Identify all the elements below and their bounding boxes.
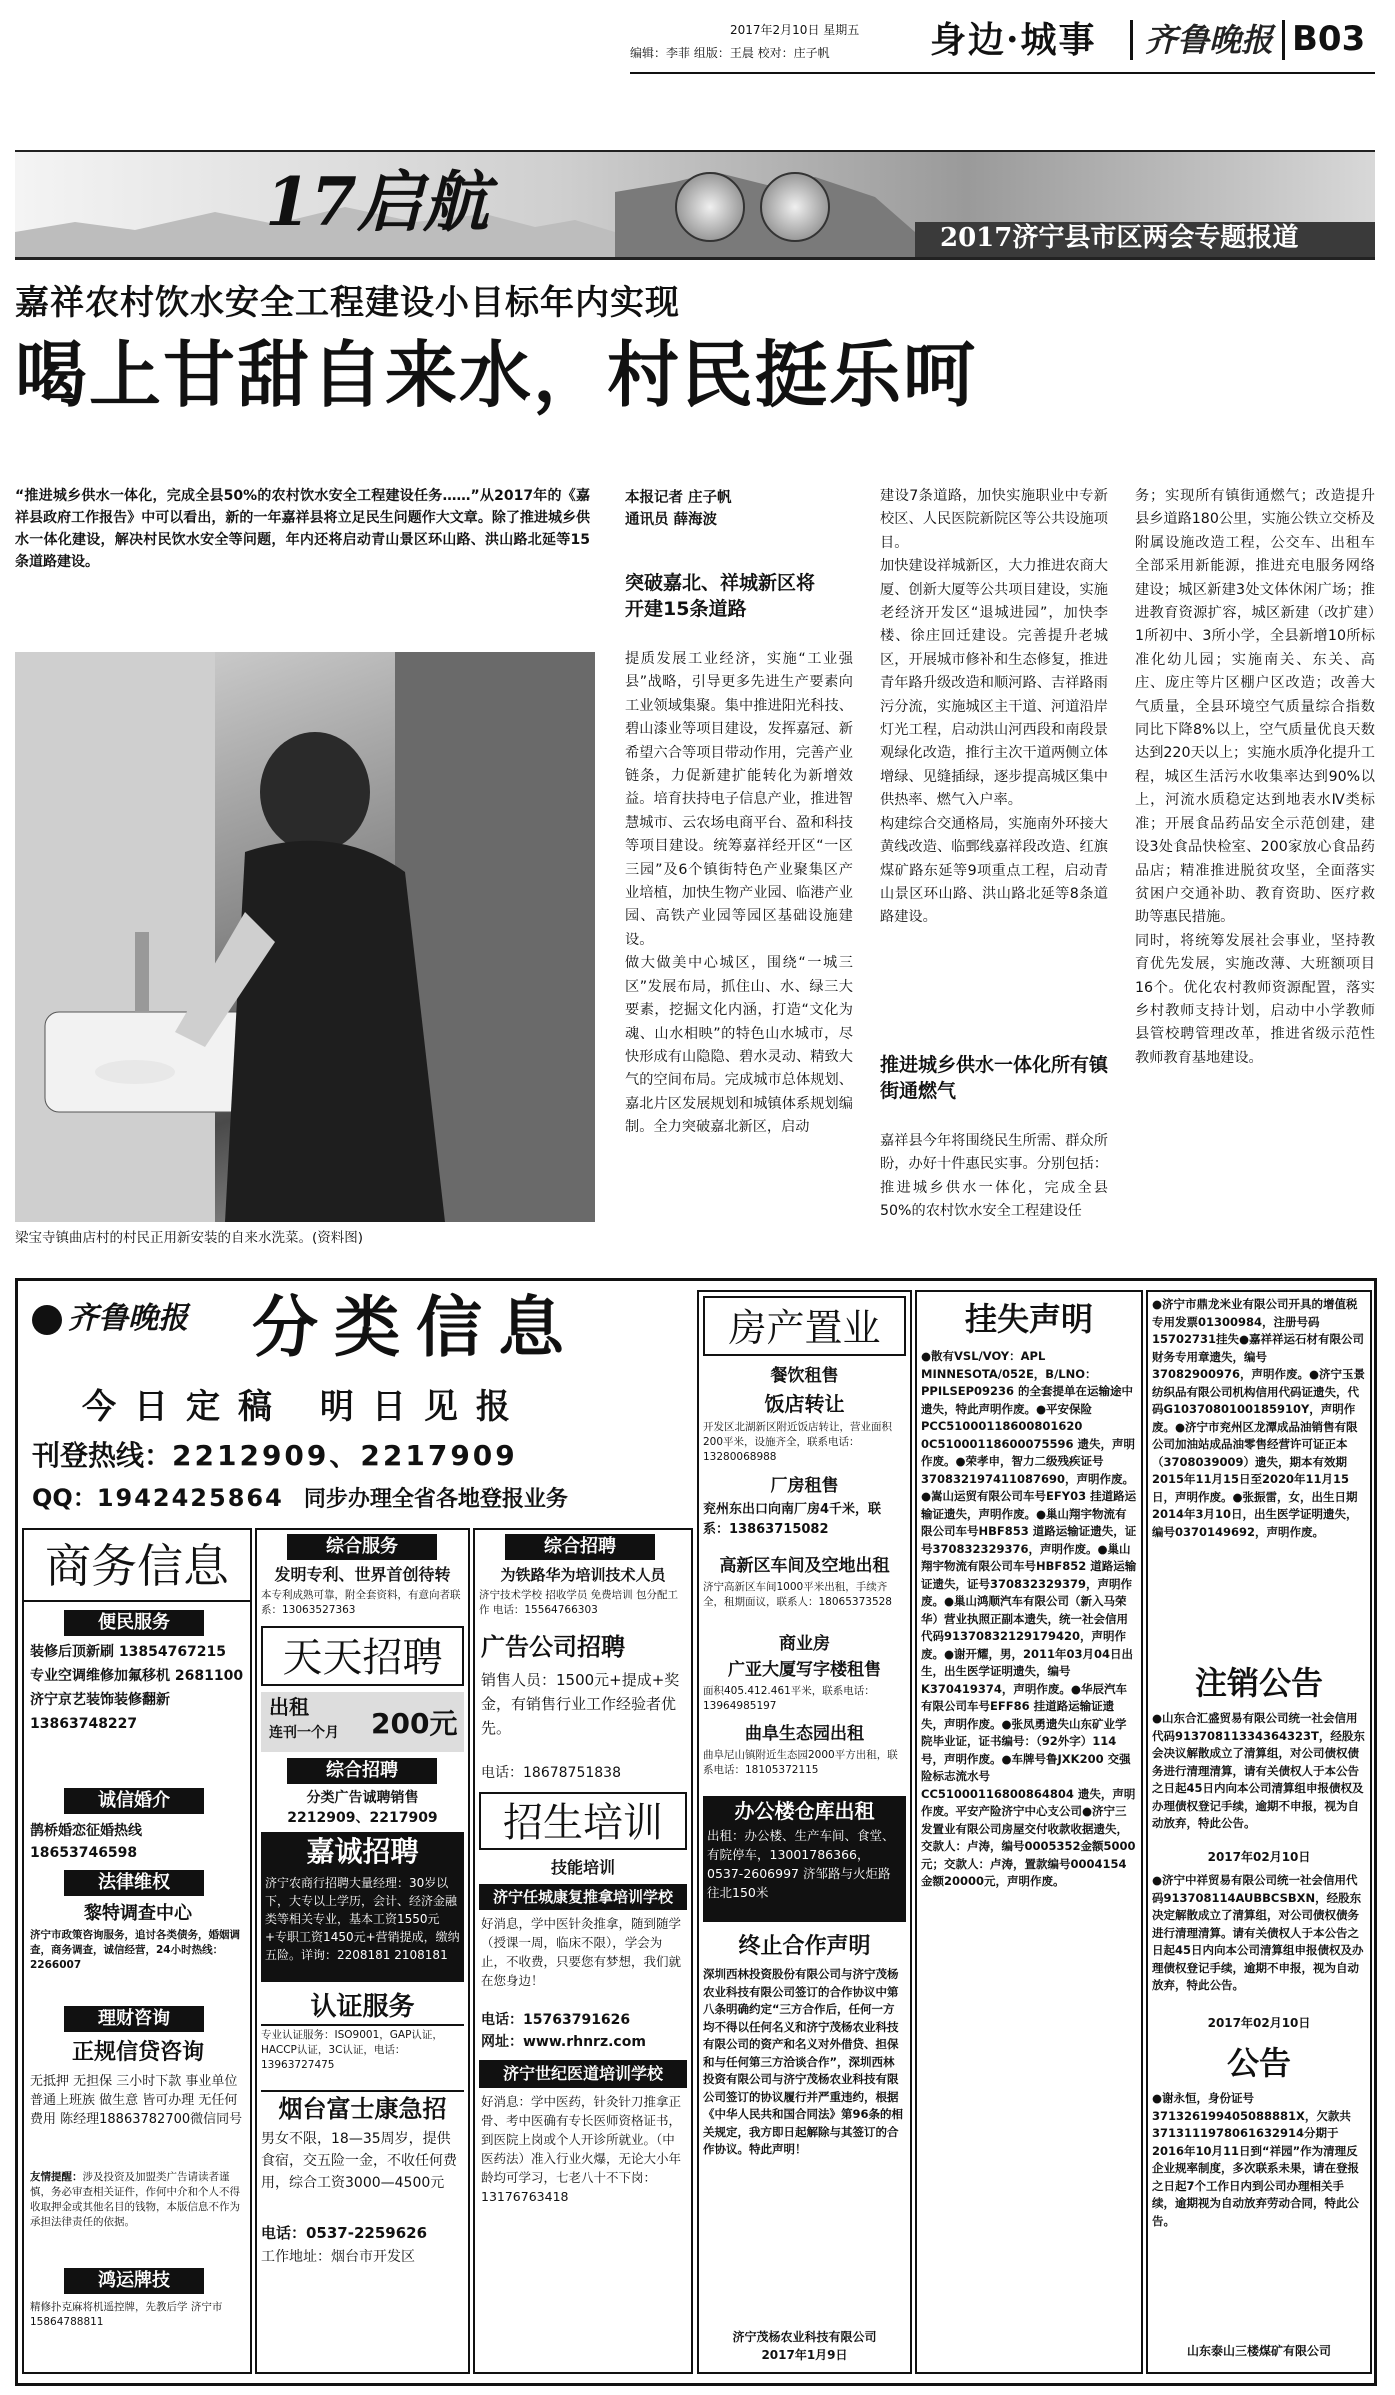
terminate-sign: 济宁茂杨农业科技有限公司	[732, 2330, 877, 2344]
emblem-icon	[675, 172, 745, 242]
convenience-item: 济宁京艺装饰装修翻新 13863748227	[30, 1692, 170, 1732]
school1-title: 济宁任城康复推拿培训学校	[479, 1884, 687, 1910]
plaza-box: 广亚大厦写字楼租售	[728, 1660, 881, 1680]
yantai-address: 工作地址：烟台市开发区	[261, 2249, 415, 2265]
school2-text: 好消息：学中医药，针灸针刀推拿正骨、考中医确有专长医师资格证书，到医院上岗或个人开诊所就业。（中医药法）准入行业火爆，无论大小年龄均可学习，七老八十不下岗：13176763418	[481, 2094, 682, 2204]
notice-sign: 山东泰山三楼煤矿有限公司	[1186, 2344, 1331, 2358]
commerce-title: 商务信息	[24, 1530, 250, 1602]
legal-title: 法律维权	[64, 1870, 204, 1896]
plaza-text: 面积405.412.461平米，联系电话：13964985197	[703, 1685, 875, 1712]
page-number: B03	[1292, 19, 1366, 59]
byline-reporter: 本报记者 庄子帆	[625, 490, 732, 506]
qq-number: 1942425864	[96, 1484, 284, 1512]
service-title: 综合服务	[287, 1534, 437, 1560]
column-3-text: 建设7条道路，加快实施职业中专新校区、人民医院新院区等公共设施项目。 加快建设祥城新区，大力推进农商大厦、创新大厦等公共项目建设，实施老经济开发区“退城进园”，加快李楼、徐庄回迁建设。完善提升老城区，开展城市修补和生态修复，推进青年路升级改造和顺河路、吉祥路雨污分流，实施城区主干道、河道沿岸灯光工程，启动洪山河西段和南段景观绿化改造，推行主次干道两侧立体增绿、见缝插绿，逐步提高城区集中供热率、燃气入户率。 构建综合交通格局，实施南外环接大黄线改造、临鄄线嘉祥段改造、红旗煤矿路东延等9项重点工程，启动青山景区环山路、洪山路北延等8条道路建设。	[880, 488, 1108, 926]
service-column	[255, 1528, 470, 2374]
huawei-text: 济宁技术学校 招收学员 免费培训 包分配工作 电话：15564766303	[479, 1589, 679, 1616]
school1-web: 网址：www.rhnrz.com	[481, 2034, 646, 2050]
convenience-title: 便民服务	[64, 1610, 204, 1636]
finance-text: 无抵押 无担保 三小时下款 事业单位 普通上班族 做生意 皆可办理 无任何费用 陈经理18863782700微信同号	[30, 2074, 243, 2127]
friendly-reminder	[30, 2170, 246, 2230]
office2-text: 出租：办公楼、生产车间、食堂、有院停车，13001786366，0537-2606997 济邹路与火炬路往北150米	[707, 1828, 895, 1900]
factory-title: 厂房租售	[770, 1476, 839, 1496]
recruit2-title: 综合招聘	[505, 1534, 655, 1560]
qufu-text: 曲阜尼山镇附近生态园2000平方出租，联系电话：18105372115	[703, 1749, 898, 1776]
jobs-title: 天天招聘	[261, 1626, 464, 1686]
adco-text: 销售人员：1500元+提成+奖金，有销售行业工作经验者优先。	[481, 1671, 680, 1737]
cancel-title: 注销公告	[1194, 1664, 1323, 1702]
school2-title: 济宁世纪医道培训学校	[479, 2060, 687, 2088]
column-3b-text: 嘉祥县今年将围绕民生所需、群众所盼，办好十件惠民实事。分别包括：推进城乡供水一体化，完成全县50%的农村饮水安全工程建设任	[880, 1133, 1108, 1220]
friendly-reminder-title: 友情提醒：	[30, 2171, 83, 2183]
training-title: 招生培训	[479, 1792, 687, 1850]
jiacheng-title: 嘉诚招聘	[261, 1832, 464, 1872]
banner-logo: 17启航	[265, 163, 489, 241]
lost-notices-column	[915, 1290, 1143, 2374]
byline	[625, 487, 825, 531]
article-headline: 喝上甘甜自来水，村民挺乐呵	[15, 333, 978, 417]
photo-caption: 梁宝寺镇曲店村的村民正用新安装的自来水洗菜。(资料图)	[15, 1230, 364, 1246]
estate-column	[697, 1290, 912, 2374]
commerce-column	[22, 1528, 252, 2374]
lost-text: ●散有VSL/VOY：APL MINNESOTA/052E，B/LNO：PPILSEP09236 的全套提单在运输途中遗失，特此声明作废。●平安保险 PCC51000118600801620 0C51000118600075596 遗失，声明作废。●荣孝申，智力二级残疾证号 370832197411087690，声明作废。●嵩山运贸有限公司车号EFY03 挂道路运输证遗失，声明作废。●巢山翔宇物流有限公司车号HBF853 道路运输证遗失，证号370832329376，声明作废。●巢山翔宇物流有限公司车号HBF852 道路运输证遗失，证号370832329379，声明作废。●巢山鸿顺汽车有限公司（新入马荣华）营业执照正副本遗失，统一社会信用代码91370832129179420，声明作废。●谢开耀，男，2011年03月04日出生，出生医学证明遗失，编号K370419374，声明作废。●华辰汽车有限公司车号EFF86 挂道路运输证遗失，声明作废。●张凤勇遗失山东矿业学院毕业证，证书编号：（92外字）114号，声明作废。●车牌号鲁JXK200 交强险标志流水号CC51000116800864804 遗失，声明作废。平安产险济宁中心支公司●济宁三发置业有限公司房屋交付收款收据遗失，交款人：卢涛，编号0005352金额5000元；交款人：卢涛，置款编号0004154金额20000元，声明作废。	[921, 1349, 1137, 1888]
commercial-title: 商业房	[779, 1634, 830, 1654]
header-divider-2	[1282, 20, 1285, 60]
convenience-item: 专业空调维修加氟移机 2681100	[30, 1668, 244, 1684]
cancel-text: ●山东合汇盛贸易有限公司统一社会信用代码91370811334364323T，经股东会决议解散成立了清算组，对公司债权债务进行清理清算，请有关债权人于本公告之日起45日内向本公司清算组申报债权及办理债权登记手续，逾期不申报，视为自动放弃，特此公告。	[1152, 1711, 1365, 1830]
classifieds-hotline	[32, 1437, 518, 1475]
factory-text: 兖州东出口向南厂房4千米，联系：13863715082	[703, 1502, 882, 1537]
header-rule	[630, 72, 1375, 74]
rent-box: 出租	[269, 1695, 309, 1719]
cert-title: 认证服务	[261, 1990, 464, 2026]
finance-title: 理财咨询	[64, 2006, 204, 2032]
skills-title: 技能培训	[550, 1858, 615, 1877]
qq-note: 同步办理全省各地登报业务	[303, 1487, 568, 1512]
yantai-phone: 电话：0537-2259626	[261, 2224, 428, 2242]
terminate-text: 深圳西林投资股份有限公司与济宁茂杨农业科技有限公司签订的合作协议中第八条明确约定“三方合作后，任何一方均不得以任何名义和济宁茂杨农业科技有限公司的资产和名义对外借贷、担保和与任何第三方洽谈合作”，深圳西林投资有限公司与济宁茂杨农业科技有限公司签订的协议履行并严重违约，根据《中华人民共和国合同法》第96条的相关规定，我方即日起解除与其签订的合作协议。特此声明！	[703, 1967, 904, 2156]
friendly-reminder-text: 涉及投资及加盟类广告请读者谨慎，务必审查相关证件，作何中介和个人不得收取押金或其他名目的钱物，本版信息不作为承担法律责任的依据。	[30, 2171, 240, 2228]
recruit-phone: 2212909、2217909	[287, 1810, 438, 1826]
finance-box: 正规信贷咨询	[71, 2040, 204, 2065]
subhead-water: 推进城乡供水一体化所有镇街通燃气	[880, 1054, 1109, 1102]
banner-subtitle: 2017济宁县市区两会专题报道	[940, 223, 1299, 253]
dating-item: 鹊桥婚恋征婚热线 18653746598	[30, 1823, 142, 1861]
shop-text: 开发区北湖新区附近饭店转让，营业面积200平米，设施齐全，联系电话：13280068988	[703, 1421, 892, 1463]
dating-title: 诚信婚介	[64, 1788, 204, 1814]
legal-box: 黎特调查中心	[84, 1903, 192, 1924]
terminate-title: 终止合作声明	[738, 1934, 871, 1959]
convenience-item: 装修后顶新刷 13854767215	[30, 1644, 227, 1660]
special-report-banner	[15, 150, 1375, 260]
qufu-box: 曲阜生态园出租	[745, 1724, 864, 1744]
classifieds-title: 分类信息	[252, 1288, 580, 1366]
training-column	[473, 1528, 693, 2374]
shop-box: 饭店转让	[764, 1392, 845, 1416]
column-4-text: 务；实现所有镇街通燃气；改造提升县乡道路180公里，实施公铁立交桥及附属设施改造工程，公交车、出租车全部采用新能源，推进充电服务网络建设；城区新建3处文体休闲广场；推进教育资源扩容，城区新建（改扩建）1所初中、3所小学，全县新增10所标准化幼儿园；实施南关、东关、高庄、庞庄等片区棚户区改造；改善大气质量，全县环境空气质量综合指数同比下降8%以上，空气质量优良天数达到220天以上；实施水质净化提升工程，城区生活污水收集率达到90%以上，河流水质稳定达到地表水Ⅳ类标准；开展食品药品安全示范创建，建设3处食品快检室、200家放心食品药品店；精准推进脱贫攻坚，全面落实贫困户交通补助、教育资助、医疗救助等惠民措施。 同时，将统筹发展社会事业，坚持教育优先发展，实施改薄、大班额项目16个。优化农村教师资源配置，落实乡村教师支持计划，启动中小学教师县管校聘管理改革，推进省级示范性教师教育基地建设。	[1135, 488, 1375, 1066]
header-date: 2017年2月10日 星期五	[730, 23, 860, 37]
cancel2-date: 2017年02月10日	[1207, 2016, 1311, 2030]
garage-text: 精修扑克麻将机遥控牌，先教后学 济宁市 15864788811	[30, 2301, 223, 2328]
classifieds-brand: 齐鲁晚报	[68, 1301, 188, 1336]
patent-box: 发明专利、世界首创待转	[274, 1565, 451, 1584]
section-title: 身边·城事	[930, 19, 1097, 61]
estate-title: 房产置业	[703, 1296, 906, 1356]
patent-text: 本专利成熟可靠，附全套资料，有意向者联系：13063527363	[261, 1589, 461, 1616]
notice-title: 公告	[1226, 2044, 1291, 2082]
cancel-notices-column	[1146, 1290, 1372, 2374]
notice-text: ●谢永恒，身份证号371326199405088881X，欠款共3713111978061632914分期于2016年10月11日到“祥园”作为清理反企业规率制度，多次联系未果，请在登报之日起7个工作日内到公司办理相关手续，逾期视为自动放弃劳动合同，特此公告。	[1152, 2091, 1359, 2228]
convenience-list	[30, 1640, 246, 1736]
cancel-date: 2017年02月10日	[1207, 1850, 1311, 1864]
legal-text: 济宁市政策咨询服务，追讨各类债务，婚姻调查，商务调查，诚信经营，24小时热线：2266007	[30, 1929, 240, 1971]
header-staff: 编辑：李菲 组版：王晨 校对：庄子帆	[630, 46, 830, 60]
photo-illustration	[15, 652, 595, 1222]
garage-title: 鸿运牌技	[64, 2268, 204, 2294]
school1-text: 好消息，学中医针灸推拿，随到随学（授课一周，临床不限），学会为止，不收费，只要您有梦想，我们就在您身边！	[481, 1916, 682, 1988]
header-divider	[1130, 20, 1133, 60]
terminate-date: 2017年1月9日	[761, 2348, 848, 2362]
article-photo	[15, 652, 595, 1222]
hotline-label: 刊登热线：	[32, 1439, 173, 1472]
food-title: 餐饮租售	[770, 1366, 839, 1386]
office2-ad	[703, 1796, 906, 1922]
article-kicker: 嘉祥农村饮水安全工程建设小目标年内实现	[15, 283, 680, 323]
cppcc-emblem-icon	[760, 172, 830, 242]
byline-correspondent: 通讯员 薛海波	[625, 512, 718, 528]
school1-phone: 电话：15763791626	[481, 2012, 631, 2028]
classifieds-slogan: 今日定稿 明日见报	[82, 1387, 528, 1427]
office1-text: 济宁高新区车间1000平米出租，手续齐全，租期面议，联系人：18065373528	[703, 1581, 892, 1608]
article-lead: “推进城乡供水一体化，完成全县50%的农村饮水安全工程建设任务……”从2017年的《嘉祥县政府工作报告》中可以看出，新的一年嘉祥县将立足民生问题作大文章。除了推进城乡供水一体化建设，解决村民饮水安全等问题，年内还将启动青山景区环山路、洪山路北延等15条道路建设。	[15, 488, 590, 570]
recruit-title: 综合招聘	[287, 1758, 437, 1784]
rent-text: 连刊一个月	[269, 1725, 339, 1741]
yantai-text: 男女不限，18—35周岁，提供食宿，交五险一金，不收任何费用，综合工资3000—4500元	[261, 2131, 457, 2191]
corp-text: ●济宁市鼎龙米业有限公司开具的增值税专用发票01300984，注册号码15702731挂失●嘉祥祥运石材有限公司财务专用章遗失，编号37082900976，声明作废。●济宁玉景纺织品有限公司机构信用代码证遗失，代码G1037080100185910Y，声明作废。●济宁市兖州区龙潭成品油销售有限公司加油站成品油零售经营许可证正本（3708039009）遗失，期本有效期2015年11月15日至2020年11月15日，声明作废。●张振雷，女，出生日期2014年3月10日，出生医学证明遗失，编号0370149692，声明作废。	[1152, 1297, 1366, 1539]
lost-title: 挂失声明	[964, 1300, 1093, 1338]
rent-ad	[261, 1692, 464, 1752]
yantai-title: 烟台富士康急招	[261, 2090, 464, 2126]
column-2-text: 提质发展工业经济，实施“工业强县”战略，引导更多先进生产要素向工业领域集聚。集中推进阳光科技、碧山漆业等项目建设，发挥嘉冠、新希望六合等项目带动作用，完善产业链条，力促新建扩能转化为新增效益。培育扶持电子信息产业，推进智慧城市、云农场电商平台、盈和科技等项目建设。统筹嘉祥经开区“一区三园”及6个镇街特色产业聚集区产业培植，加快生物产业园、临港产业园、高铁产业园等园区基础设施建设。 做大做美中心城区，围绕“一城三区”发展布局，抓住山、水、绿三大要素，挖掘文化内涵，打造“文化为魂、山水相映”的特色山水城市，尽快形成有山隐隐、碧水灵动、精致大气的空间布局。完成城市总体规划、嘉北片区发展规划和城镇体系规划编制。全力突破嘉北新区，启动	[625, 651, 853, 1136]
classifieds-header	[22, 1285, 702, 1525]
page-header	[0, 0, 1395, 80]
hotline-number: 2212909、2217909	[172, 1439, 518, 1472]
classifieds-qq	[32, 1481, 568, 1517]
office2-title: 办公楼仓库出租	[734, 1799, 875, 1823]
rent-price: 200元	[371, 1707, 458, 1740]
cancel2-text: ●济宁中祥贸易有限公司统一社会信用代码913708114AUBBCSBXN，经股东决定解散成立了清算组，对公司债权债务进行清理清算。请有关债权人于本公告之日起45日内向本公司清算组申报债权及办理债权登记手续，逾期不申报，视为自动放弃，特此公告。	[1152, 1873, 1364, 1992]
huawei-box: 为铁路华为培训技术人员	[500, 1566, 666, 1584]
qq-label: QQ：	[32, 1484, 97, 1512]
brand-logo-icon	[32, 1305, 62, 1335]
subhead-roads: 突破嘉北、祥城新区将开建15条道路	[625, 572, 816, 620]
jiacheng-text: 济宁农商行招聘大量经理：30岁以下，大专以上学历，会计、经济金融类等相关专业，基本工资1550元+专职工资1450元+营销提成，缴纳五险。详询：2208181 2108181	[261, 1872, 464, 1982]
recruit-sub: 分类广告诚聘销售	[306, 1790, 419, 1806]
office1-box: 高新区车间及空地出租	[719, 1556, 890, 1576]
adco-phone: 电话：18678751838	[481, 1765, 621, 1781]
cert-text: 专业认证服务：ISO9001，GAP认证，HACCP认证，3C认证，电话：13963727475	[261, 2029, 443, 2071]
adco-title: 广告公司招聘	[481, 1633, 625, 1661]
brand-logo: 齐鲁晚报	[1145, 21, 1274, 59]
